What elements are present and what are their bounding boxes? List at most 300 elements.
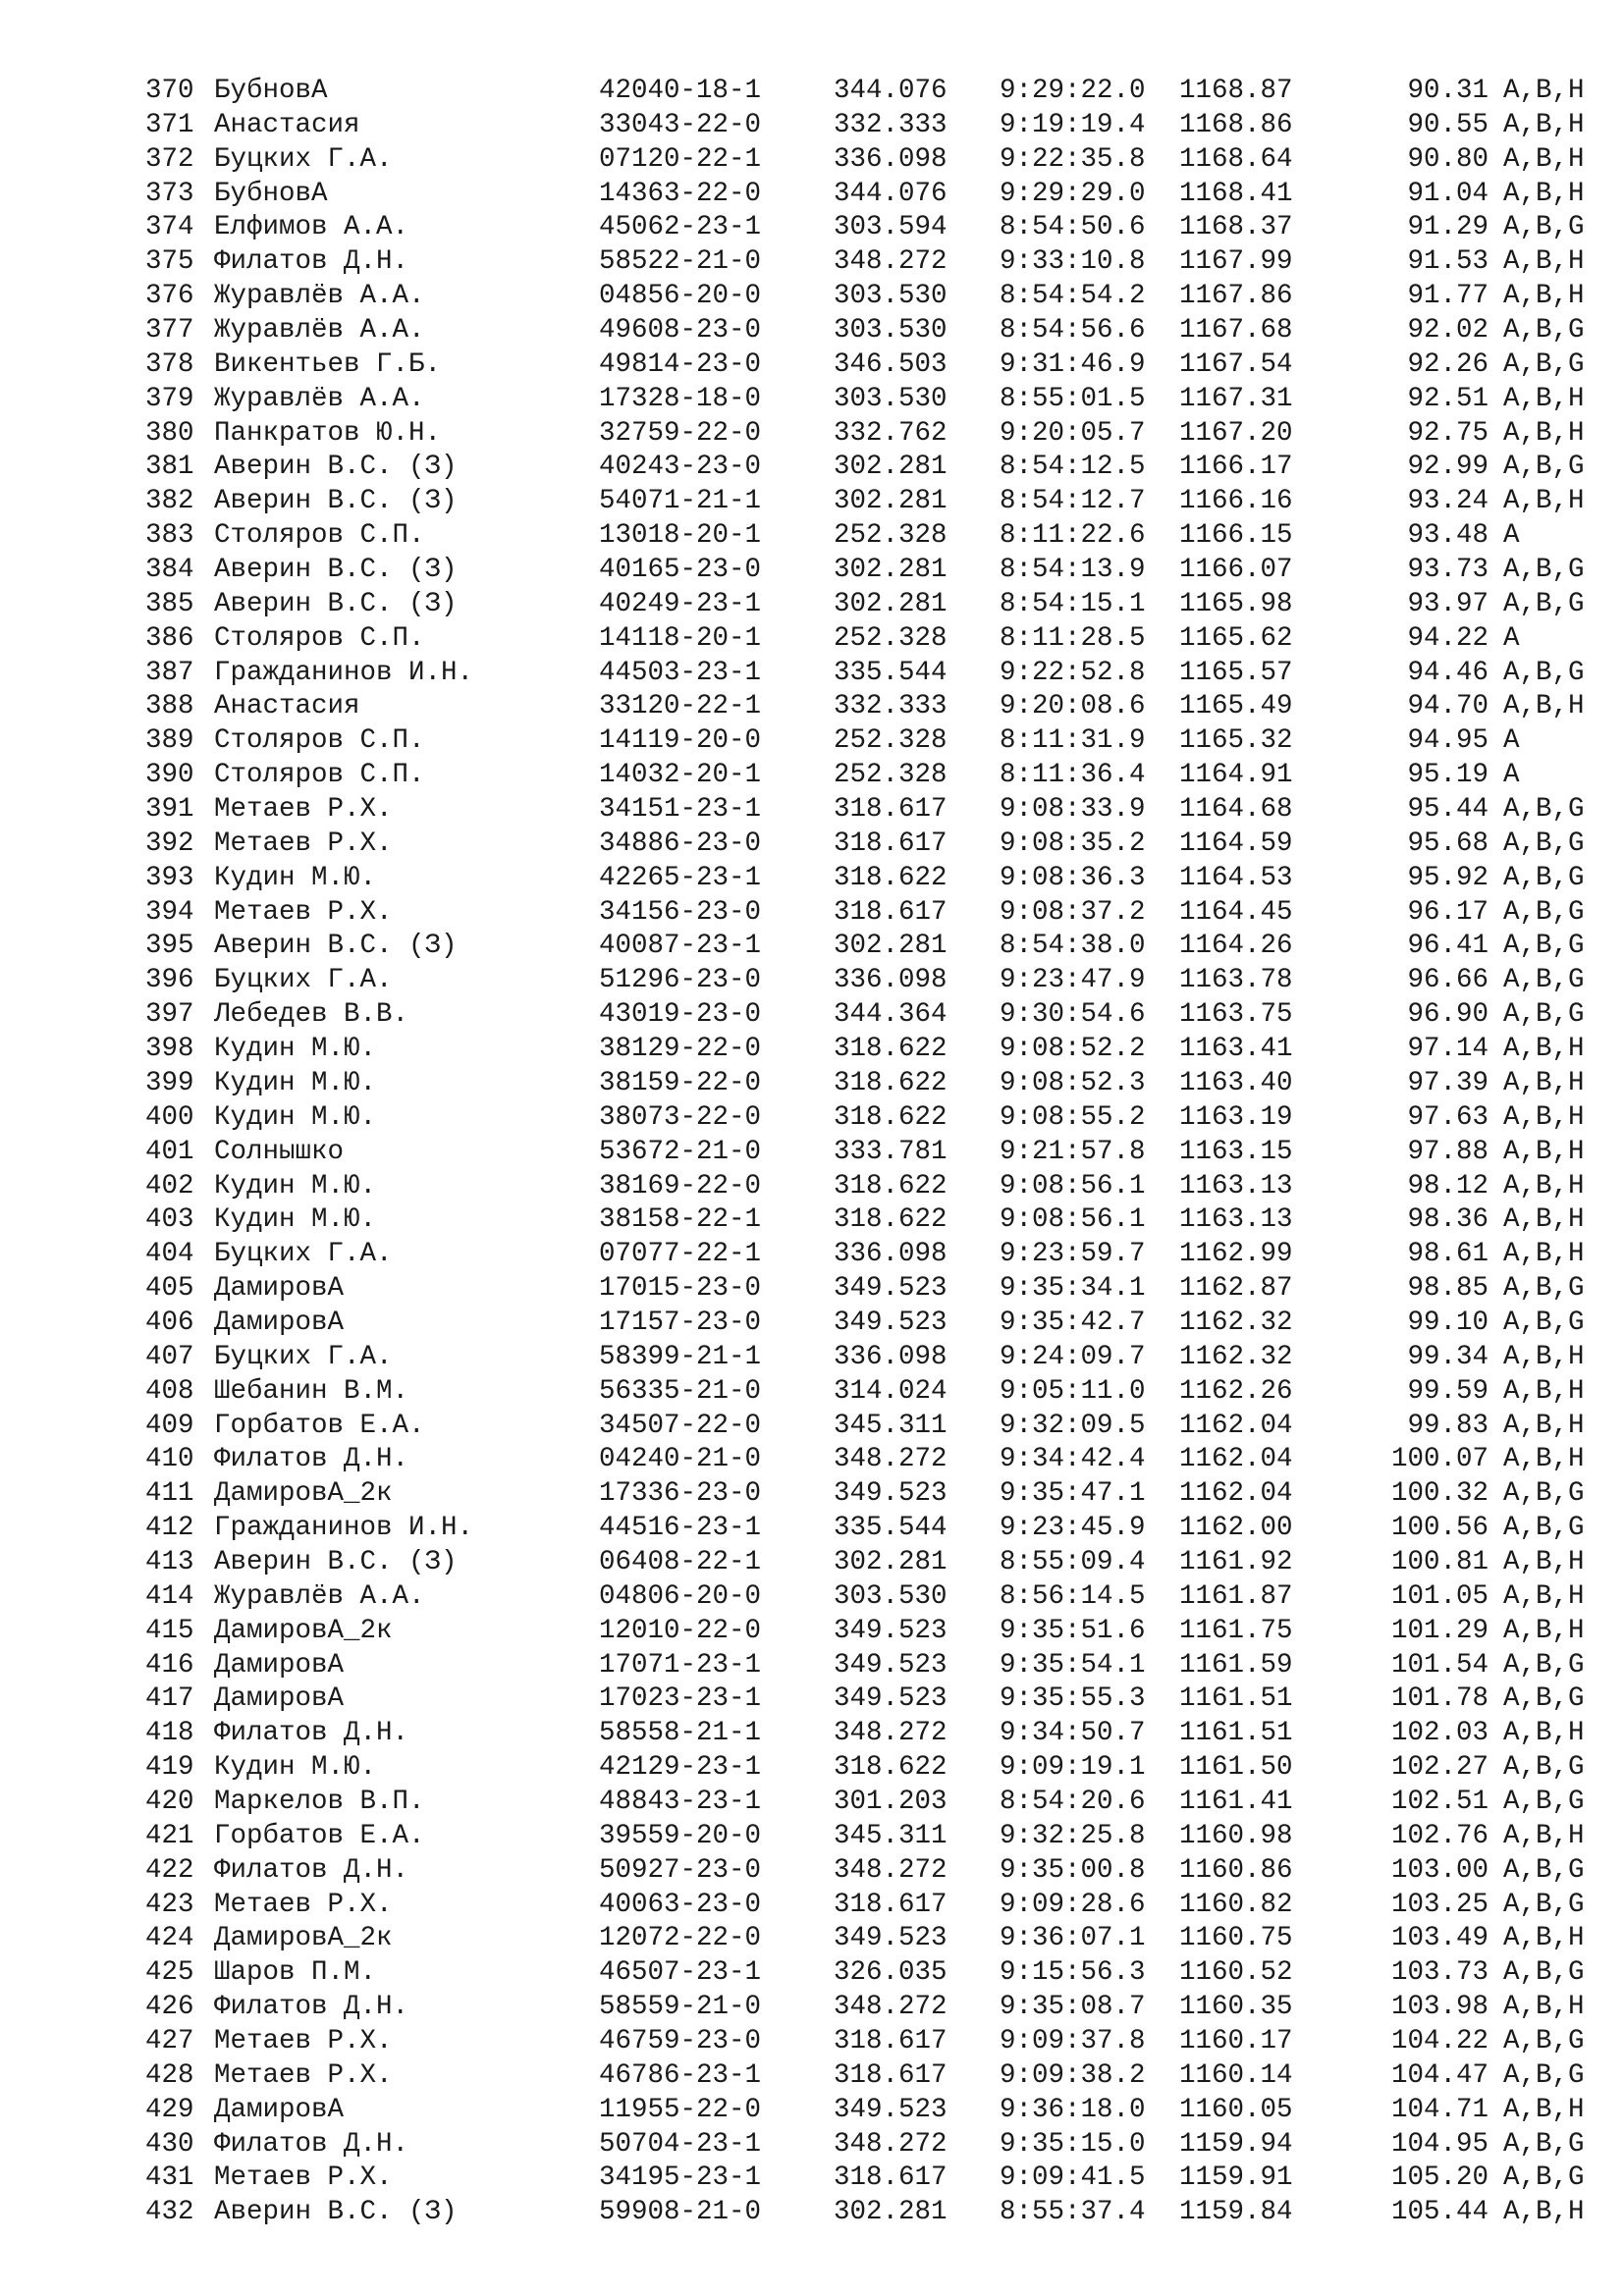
distance: 336.098 (834, 1239, 947, 1270)
fancier-name: Кудин М.Ю. (214, 1752, 377, 1784)
ring-number: 46507-23-1 (599, 1957, 762, 1989)
classes: A,B,H (1503, 1992, 1585, 2023)
place: 396 (145, 965, 194, 996)
percent: 103.73 (1390, 1957, 1489, 1989)
table-row (145, 622, 1540, 657)
ring-number: 34507-22-0 (599, 1410, 762, 1441)
arrival-time: 9:20:08.6 (1000, 691, 1146, 722)
percent: 90.80 (1407, 143, 1489, 175)
arrival-time: 9:20:05.7 (1000, 417, 1146, 449)
speed: 1163.75 (1179, 999, 1293, 1031)
fancier-name: Журавлёв А.А. (214, 383, 425, 414)
distance: 318.617 (834, 828, 947, 859)
percent: 91.77 (1407, 281, 1489, 312)
fancier-name: Аверин В.С. (З) (214, 486, 458, 517)
fancier-name: Столяров С.П. (214, 725, 425, 757)
speed: 1162.04 (1179, 1444, 1293, 1475)
speed: 1161.92 (1179, 1546, 1293, 1577)
place: 421 (145, 1820, 194, 1851)
fancier-name: Аверин В.С. (З) (214, 452, 458, 483)
speed: 1162.00 (1179, 1513, 1293, 1544)
speed: 1159.84 (1179, 2197, 1293, 2228)
percent: 104.47 (1390, 2059, 1489, 2091)
ring-number: 44503-23-1 (599, 657, 762, 688)
classes: A,B,G (1503, 1786, 1585, 1817)
speed: 1161.87 (1179, 1580, 1293, 1612)
distance: 302.281 (834, 1546, 947, 1577)
ring-number: 40063-23-0 (599, 1889, 762, 1920)
arrival-time: 9:08:35.2 (1000, 828, 1146, 859)
ring-number: 50704-23-1 (599, 2128, 762, 2160)
fancier-name: Буцких Г.А. (214, 965, 393, 996)
speed: 1161.59 (1179, 1649, 1293, 1681)
distance: 332.333 (834, 109, 947, 140)
fancier-name: Филатов Д.Н. (214, 1854, 409, 1886)
table-row (145, 1717, 1585, 1751)
fancier-name: Кудин М.Ю. (214, 862, 377, 893)
percent: 103.25 (1390, 1889, 1489, 1920)
distance: 302.281 (834, 452, 947, 483)
speed: 1167.54 (1179, 348, 1293, 380)
fancier-name: БубновА (214, 76, 328, 106)
distance: 335.544 (834, 1513, 947, 1544)
distance: 346.503 (834, 348, 947, 380)
percent: 104.71 (1390, 2094, 1489, 2125)
distance: 345.311 (834, 1820, 947, 1851)
classes: A,B,H (1503, 1067, 1585, 1098)
distance: 318.622 (834, 1067, 947, 1098)
arrival-time: 8:55:09.4 (1000, 1546, 1146, 1577)
percent: 97.88 (1407, 1136, 1489, 1167)
percent: 96.66 (1407, 965, 1489, 996)
distance: 318.617 (834, 794, 947, 826)
percent: 97.63 (1407, 1101, 1489, 1133)
percent: 100.56 (1390, 1513, 1489, 1544)
fancier-name: Кудин М.Ю. (214, 1067, 377, 1098)
arrival-time: 9:34:50.7 (1000, 1718, 1146, 1749)
classes: A,B,H (1503, 178, 1585, 209)
arrival-time: 9:08:37.2 (1000, 896, 1146, 928)
table-row (145, 1033, 1585, 1067)
fancier-name: Филатов Д.Н. (214, 1444, 409, 1475)
fancier-name: Лебедев В.В. (214, 999, 409, 1031)
distance: 318.622 (834, 1034, 947, 1065)
fancier-name: ДамировА (214, 1273, 345, 1305)
percent: 104.95 (1390, 2128, 1489, 2160)
place: 427 (145, 2025, 194, 2056)
percent: 96.41 (1407, 931, 1489, 962)
percent: 102.51 (1390, 1786, 1489, 1817)
percent: 92.75 (1407, 417, 1489, 449)
percent: 98.85 (1407, 1273, 1489, 1305)
classes: A,B,H (1503, 691, 1585, 722)
table-row (145, 75, 1585, 109)
distance: 348.272 (834, 1444, 947, 1475)
percent: 99.59 (1407, 1375, 1489, 1407)
arrival-time: 9:35:51.6 (1000, 1615, 1146, 1646)
ring-number: 17157-23-0 (599, 1307, 762, 1338)
arrival-time: 8:54:12.5 (1000, 452, 1146, 483)
percent: 100.81 (1390, 1546, 1489, 1577)
fancier-name: Метаев Р.Х. (214, 896, 393, 928)
percent: 92.51 (1407, 383, 1489, 414)
distance: 302.281 (834, 555, 947, 586)
arrival-time: 8:55:01.5 (1000, 383, 1146, 414)
table-row (145, 211, 1585, 245)
distance: 318.617 (834, 2059, 947, 2091)
place: 399 (145, 1067, 194, 1098)
percent: 95.19 (1407, 760, 1489, 791)
place: 400 (145, 1101, 194, 1133)
table-row (145, 793, 1585, 828)
classes: A,B,G (1503, 1513, 1585, 1544)
classes: A,B,G (1503, 828, 1585, 859)
table-row (145, 2094, 1585, 2128)
place: 395 (145, 931, 194, 962)
percent: 101.78 (1390, 1683, 1489, 1715)
ring-number: 14032-20-1 (599, 760, 762, 791)
arrival-time: 9:34:42.4 (1000, 1444, 1146, 1475)
place: 377 (145, 315, 194, 347)
ring-number: 46786-23-1 (599, 2059, 762, 2091)
arrival-time: 9:05:11.0 (1000, 1375, 1146, 1407)
ring-number: 34886-23-0 (599, 828, 762, 859)
arrival-time: 9:22:52.8 (1000, 657, 1146, 688)
ring-number: 17071-23-1 (599, 1649, 762, 1681)
place: 381 (145, 452, 194, 483)
speed: 1165.32 (1179, 725, 1293, 757)
place: 413 (145, 1546, 194, 1577)
classes: A,B,G (1503, 315, 1585, 347)
classes: A,B,H (1503, 1034, 1585, 1065)
ring-number: 44516-23-1 (599, 1513, 762, 1544)
distance: 349.523 (834, 1307, 947, 1338)
percent: 100.07 (1390, 1444, 1489, 1475)
percent: 93.97 (1407, 588, 1489, 619)
place: 406 (145, 1307, 194, 1338)
speed: 1166.17 (1179, 452, 1293, 483)
table-row (145, 1203, 1585, 1238)
place: 408 (145, 1375, 194, 1407)
fancier-name: Аверин В.С. (З) (214, 2197, 458, 2228)
speed: 1161.75 (1179, 1615, 1293, 1646)
place: 379 (145, 383, 194, 414)
table-row (145, 1580, 1585, 1615)
place: 424 (145, 1923, 194, 1954)
distance: 252.328 (834, 622, 947, 654)
ring-number: 58399-21-1 (599, 1341, 762, 1372)
distance: 303.530 (834, 1580, 947, 1612)
percent: 105.20 (1390, 2163, 1489, 2194)
percent: 98.61 (1407, 1239, 1489, 1270)
table-row (145, 998, 1585, 1033)
table-row (145, 1341, 1585, 1375)
arrival-time: 9:23:59.7 (1000, 1239, 1146, 1270)
classes: A,B,H (1503, 383, 1585, 414)
arrival-time: 9:36:07.1 (1000, 1923, 1146, 1954)
distance: 301.203 (834, 1786, 947, 1817)
speed: 1162.26 (1179, 1375, 1293, 1407)
table-row (145, 1170, 1585, 1204)
arrival-time: 9:08:33.9 (1000, 794, 1146, 826)
place: 380 (145, 417, 194, 449)
fancier-name: Елфимов А.А. (214, 212, 409, 243)
classes: A,B,H (1503, 1101, 1585, 1133)
percent: 103.00 (1390, 1854, 1489, 1886)
fancier-name: Метаев Р.Х. (214, 1889, 393, 1920)
table-row (145, 1889, 1585, 1923)
percent: 97.14 (1407, 1034, 1489, 1065)
speed: 1168.64 (1179, 143, 1293, 175)
ring-number: 11955-22-0 (599, 2094, 762, 2125)
percent: 93.24 (1407, 486, 1489, 517)
place: 390 (145, 760, 194, 791)
distance: 336.098 (834, 1341, 947, 1372)
place: 429 (145, 2094, 194, 2125)
distance: 302.281 (834, 2197, 947, 2228)
fancier-name: Аверин В.С. (З) (214, 1546, 458, 1577)
distance: 344.364 (834, 999, 947, 1031)
table-row (145, 930, 1585, 964)
classes: A,B,H (1503, 281, 1585, 312)
distance: 348.272 (834, 1854, 947, 1886)
arrival-time: 9:09:41.5 (1000, 2163, 1146, 2194)
fancier-name: Аверин В.С. (З) (214, 588, 458, 619)
distance: 349.523 (834, 1649, 947, 1681)
place: 402 (145, 1170, 194, 1201)
table-row (145, 554, 1585, 588)
place: 371 (145, 109, 194, 140)
classes: A,B,G (1503, 965, 1585, 996)
classes: A,B,G (1503, 555, 1585, 586)
distance: 336.098 (834, 965, 947, 996)
ring-number: 54071-21-1 (599, 486, 762, 517)
place: 370 (145, 76, 194, 106)
distance: 332.762 (834, 417, 947, 449)
fancier-name: Журавлёв А.А. (214, 315, 425, 347)
place: 419 (145, 1752, 194, 1784)
percent: 94.46 (1407, 657, 1489, 688)
ring-number: 40249-23-1 (599, 588, 762, 619)
place: 416 (145, 1649, 194, 1681)
place: 415 (145, 1615, 194, 1646)
speed: 1160.35 (1179, 1992, 1293, 2023)
percent: 103.98 (1390, 1992, 1489, 2023)
fancier-name: ДамировА_2к (214, 1615, 393, 1646)
percent: 102.27 (1390, 1752, 1489, 1784)
table-row (145, 1682, 1585, 1717)
arrival-time: 9:08:56.1 (1000, 1170, 1146, 1201)
place: 397 (145, 999, 194, 1031)
place: 394 (145, 896, 194, 928)
table-row (145, 2059, 1585, 2094)
speed: 1160.14 (1179, 2059, 1293, 2091)
place: 403 (145, 1204, 194, 1236)
ring-number: 51296-23-0 (599, 965, 762, 996)
distance: 335.544 (834, 657, 947, 688)
speed: 1168.86 (1179, 109, 1293, 140)
classes: A,B,H (1503, 486, 1585, 517)
fancier-name: Аверин В.С. (З) (214, 555, 458, 586)
arrival-time: 9:08:55.2 (1000, 1101, 1146, 1133)
ring-number: 38169-22-0 (599, 1170, 762, 1201)
table-row (145, 1922, 1585, 1956)
fancier-name: Шебанин В.М. (214, 1375, 409, 1407)
arrival-time: 9:31:46.9 (1000, 348, 1146, 380)
speed: 1165.57 (1179, 657, 1293, 688)
arrival-time: 8:11:36.4 (1000, 760, 1146, 791)
ring-number: 17336-23-0 (599, 1478, 762, 1510)
table-row (145, 1101, 1585, 1136)
classes: A,B,H (1503, 1375, 1585, 1407)
classes: A,B,G (1503, 1854, 1585, 1886)
arrival-time: 8:54:13.9 (1000, 555, 1146, 586)
ring-number: 42040-18-1 (599, 76, 762, 106)
ring-number: 34195-23-1 (599, 2163, 762, 2194)
arrival-time: 9:32:09.5 (1000, 1410, 1146, 1441)
classes: A,B,G (1503, 657, 1585, 688)
place: 401 (145, 1136, 194, 1167)
speed: 1167.31 (1179, 383, 1293, 414)
ring-number: 58558-21-1 (599, 1718, 762, 1749)
classes: A,B,G (1503, 1957, 1585, 1989)
fancier-name: Аверин В.С. (З) (214, 931, 458, 962)
table-row (145, 1512, 1585, 1546)
fancier-name: Столяров С.П. (214, 622, 425, 654)
speed: 1160.75 (1179, 1923, 1293, 1954)
table-row (145, 1751, 1585, 1786)
classes: A,B,H (1503, 1204, 1585, 1236)
table-row (145, 1477, 1585, 1512)
arrival-time: 9:19:19.4 (1000, 109, 1146, 140)
classes: A,B,H (1503, 1410, 1585, 1441)
classes: A,B,G (1503, 2025, 1585, 2056)
fancier-name: Горбатов Е.А. (214, 1820, 425, 1851)
classes: A,B,G (1503, 1649, 1585, 1681)
percent: 92.26 (1407, 348, 1489, 380)
speed: 1160.98 (1179, 1820, 1293, 1851)
speed: 1164.45 (1179, 896, 1293, 928)
distance: 336.098 (834, 143, 947, 175)
classes: A,B,H (1503, 1136, 1585, 1167)
ring-number: 17023-23-1 (599, 1683, 762, 1715)
classes: A,B,H (1503, 417, 1585, 449)
classes: A,B,H (1503, 109, 1585, 140)
classes: A,B,H (1503, 1615, 1585, 1646)
ring-number: 32759-22-0 (599, 417, 762, 449)
table-row (145, 1649, 1585, 1683)
ring-number: 33043-22-0 (599, 109, 762, 140)
arrival-time: 9:35:42.7 (1000, 1307, 1146, 1338)
place: 418 (145, 1718, 194, 1749)
fancier-name: Столяров С.П. (214, 520, 425, 552)
classes: A,B,G (1503, 1273, 1585, 1305)
classes: A,B,G (1503, 348, 1585, 380)
classes: A,B,G (1503, 1889, 1585, 1920)
place: 388 (145, 691, 194, 722)
arrival-time: 9:35:15.0 (1000, 2128, 1146, 2160)
arrival-time: 9:09:37.8 (1000, 2025, 1146, 2056)
table-row (145, 2128, 1585, 2163)
table-row (145, 451, 1585, 485)
place: 389 (145, 725, 194, 757)
classes: A,B,H (1503, 1580, 1585, 1612)
speed: 1161.51 (1179, 1718, 1293, 1749)
fancier-name: Филатов Д.Н. (214, 1718, 409, 1749)
ring-number: 12072-22-0 (599, 1923, 762, 1954)
classes: A,B,H (1503, 1923, 1585, 1954)
classes: A,B,H (1503, 76, 1585, 106)
percent: 102.76 (1390, 1820, 1489, 1851)
ring-number: 38073-22-0 (599, 1101, 762, 1133)
fancier-name: Анастасия (214, 109, 360, 140)
arrival-time: 8:11:22.6 (1000, 520, 1146, 552)
fancier-name: Филатов Д.Н. (214, 2128, 409, 2160)
fancier-name: Филатов Д.Н. (214, 1992, 409, 2023)
classes: A,B,G (1503, 212, 1585, 243)
arrival-time: 9:35:00.8 (1000, 1854, 1146, 1886)
table-row (145, 519, 1540, 554)
fancier-name: Метаев Р.Х. (214, 2163, 393, 2194)
fancier-name: Гражданинов И.Н. (214, 657, 474, 688)
table-row (145, 348, 1585, 383)
speed: 1164.53 (1179, 862, 1293, 893)
distance: 302.281 (834, 588, 947, 619)
fancier-name: Буцких Г.А. (214, 1239, 393, 1270)
distance: 318.617 (834, 1889, 947, 1920)
table-row (145, 1410, 1585, 1444)
place: 398 (145, 1034, 194, 1065)
place: 423 (145, 1889, 194, 1920)
distance: 349.523 (834, 1683, 947, 1715)
arrival-time: 9:33:10.8 (1000, 246, 1146, 278)
ring-number: 33120-22-1 (599, 691, 762, 722)
fancier-name: ДамировА_2к (214, 1478, 393, 1510)
distance: 349.523 (834, 1615, 947, 1646)
arrival-time: 9:36:18.0 (1000, 2094, 1146, 2125)
percent: 92.99 (1407, 452, 1489, 483)
percent: 99.10 (1407, 1307, 1489, 1338)
speed: 1162.32 (1179, 1307, 1293, 1338)
results-table (145, 75, 1585, 2230)
distance: 348.272 (834, 1992, 947, 2023)
place: 392 (145, 828, 194, 859)
ring-number: 43019-23-0 (599, 999, 762, 1031)
ring-number: 17015-23-0 (599, 1273, 762, 1305)
classes: A,B,G (1503, 588, 1585, 619)
table-row (145, 1067, 1585, 1101)
fancier-name: Кудин М.Ю. (214, 1101, 377, 1133)
place: 373 (145, 178, 194, 209)
percent: 91.29 (1407, 212, 1489, 243)
percent: 90.31 (1407, 76, 1489, 106)
classes: A,B,G (1503, 1478, 1585, 1510)
table-row (145, 1546, 1585, 1580)
arrival-time: 9:09:38.2 (1000, 2059, 1146, 2091)
arrival-time: 9:08:56.1 (1000, 1204, 1146, 1236)
arrival-time: 8:54:38.0 (1000, 931, 1146, 962)
table-row (145, 896, 1585, 931)
fancier-name: Столяров С.П. (214, 760, 425, 791)
arrival-time: 9:08:52.3 (1000, 1067, 1146, 1098)
distance: 344.076 (834, 76, 947, 106)
table-row (145, 245, 1585, 280)
arrival-time: 9:35:55.3 (1000, 1683, 1146, 1715)
classes: A,B,H (1503, 1239, 1585, 1270)
ring-number: 48843-23-1 (599, 1786, 762, 1817)
classes: A,B,G (1503, 794, 1585, 826)
place: 428 (145, 2059, 194, 2091)
